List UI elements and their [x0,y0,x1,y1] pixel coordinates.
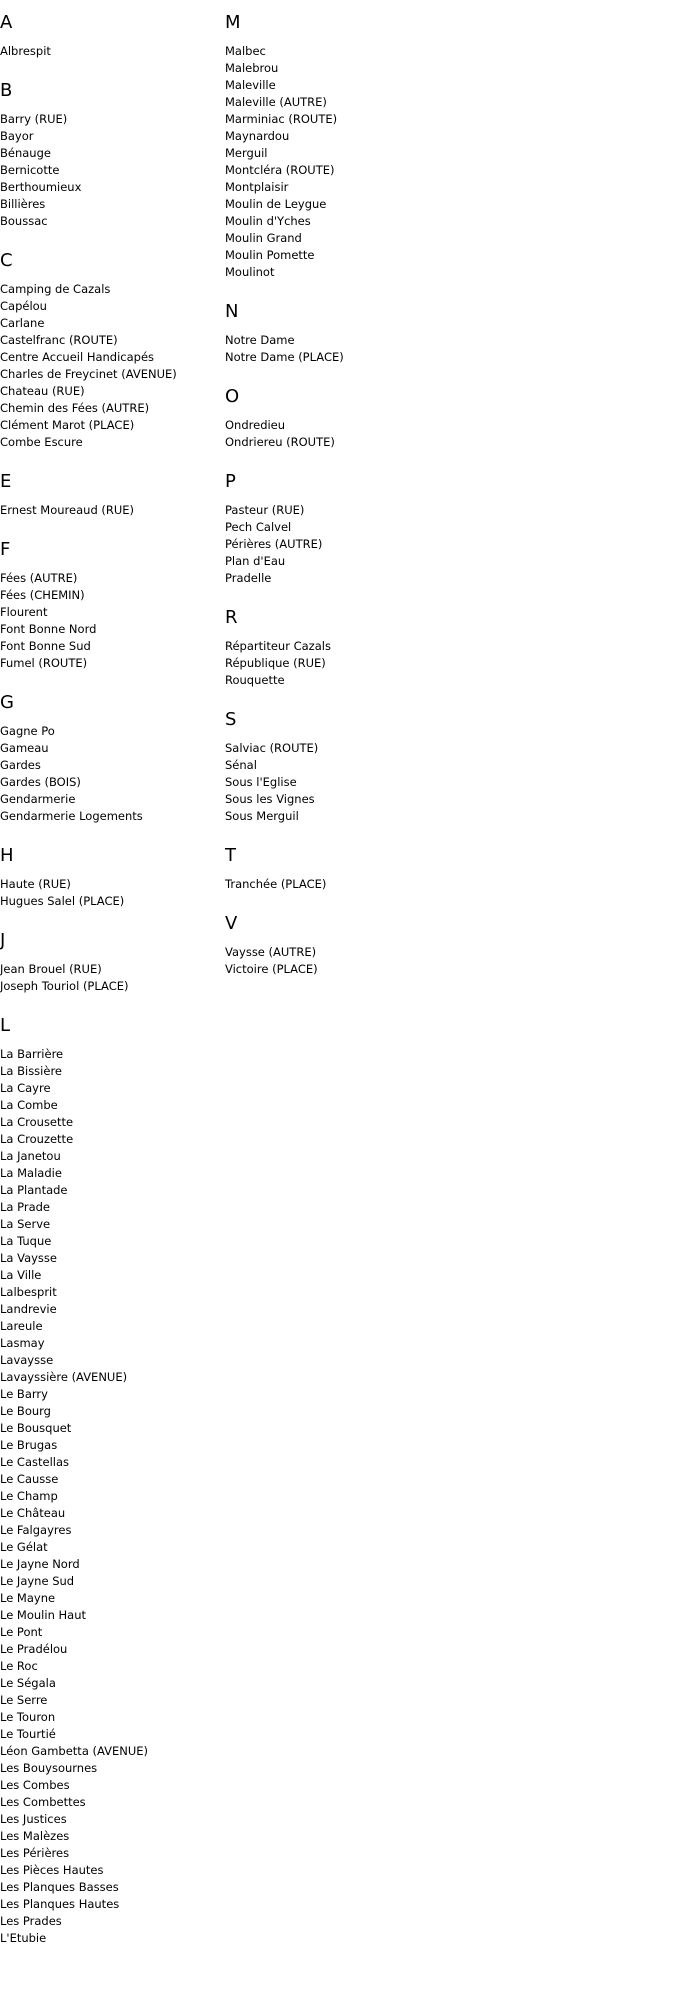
street-link[interactable]: Landrevie [0,1302,57,1316]
street-list-item [0,128,225,145]
street-list-item [0,570,225,587]
street-link[interactable]: La Crouzette [0,1132,74,1146]
street-index-right-column [225,0,475,986]
street-link[interactable]: Les Combes [0,1778,70,1792]
street-link[interactable]: La Janetou [0,1149,61,1163]
letter-heading: G [0,692,14,713]
street-link[interactable]: Le Château [0,1506,66,1520]
street-list-item [225,774,475,791]
street-link[interactable]: Rouquette [225,673,285,687]
street-link[interactable]: République (RUE) [225,656,326,670]
street-list-item [0,1811,225,1828]
street-list-item [0,1794,225,1811]
street-list-item [0,1182,225,1199]
street-link[interactable]: Plan d'Eau [225,554,286,568]
street-link[interactable]: Le Barry [0,1387,48,1401]
letter-heading: T [225,845,236,866]
street-link[interactable]: Moulinot [225,265,275,279]
street-link[interactable]: Charles de Freycinet (AVENUE) [0,367,177,381]
street-list-item [225,553,475,570]
street-list-item [225,332,475,349]
street-list-item [0,1199,225,1216]
street-link[interactable]: Gameau [0,741,49,755]
street-link[interactable]: Le Tourtié [0,1727,56,1741]
letter-section-m [225,0,475,289]
street-list-item [0,587,225,604]
letter-heading: C [0,250,13,271]
street-link[interactable]: Sous les Vignes [225,792,315,806]
street-list-item [0,1488,225,1505]
street-list-item [0,1913,225,1930]
street-list-item [0,1726,225,1743]
street-link[interactable]: Berthoumieux [0,180,82,194]
street-list-item [0,1471,225,1488]
street-link[interactable]: Centre Accueil Handicapés [0,350,155,364]
street-list-item [225,961,475,978]
letter-section-h [0,833,225,918]
street-list [225,935,475,986]
street-link[interactable]: Carlane [0,316,45,330]
street-link[interactable]: Maleville (AUTRE) [225,95,327,109]
street-list-item [0,1216,225,1233]
street-list-item [0,1165,225,1182]
letter-section-o [225,374,475,459]
street-list-item [0,1267,225,1284]
street-list [0,272,225,459]
street-list-item [0,655,225,672]
street-list-item [0,1097,225,1114]
street-link[interactable]: Haute (RUE) [0,877,71,891]
letter-heading: L [0,1015,11,1036]
street-list-item [0,179,225,196]
street-link[interactable]: Ondredieu [225,418,286,432]
street-list-item [0,1760,225,1777]
street-link[interactable]: Vaysse (AUTRE) [225,945,317,959]
street-link[interactable]: Pasteur (RUE) [225,503,305,517]
street-list-item [0,1641,225,1658]
street-list-item [0,502,225,519]
letter-section-j [0,918,225,1003]
street-link[interactable]: Fumel (ROUTE) [0,656,88,670]
letter-heading: F [0,539,11,560]
street-link[interactable]: Le Touron [0,1710,56,1724]
street-list-item [0,723,225,740]
letter-section-r [225,595,475,697]
street-link[interactable]: La Serve [0,1217,51,1231]
street-list-item [225,536,475,553]
street-link[interactable]: Le Moulin Haut [0,1608,87,1622]
street-list-item [0,1590,225,1607]
street-list-item [0,1845,225,1862]
street-list-item [0,1930,225,1947]
street-list-item [0,434,225,451]
street-list-item [0,1080,225,1097]
letter-heading: E [0,471,12,492]
street-list-item [225,417,475,434]
street-list-item [0,1369,225,1386]
street-list-item [0,1896,225,1913]
street-link[interactable]: Moulin de Leygue [225,197,327,211]
street-link[interactable]: Billières [0,197,46,211]
street-link[interactable]: Sous Merguil [225,809,299,823]
street-link[interactable]: Les Justices [0,1812,67,1826]
street-list-item [0,162,225,179]
street-list-item [225,638,475,655]
street-list-item [0,349,225,366]
street-list-item [225,77,475,94]
street-link[interactable]: Chemin des Fées (AUTRE) [0,401,150,415]
street-list-item [0,1862,225,1879]
street-list-item [0,621,225,638]
street-list [0,952,225,1003]
street-link[interactable]: Hugues Salel (PLACE) [0,894,125,908]
street-list-item [0,808,225,825]
street-list-item [0,332,225,349]
street-list-item [0,1148,225,1165]
street-link[interactable]: Malbec [225,44,266,58]
street-link[interactable]: Albrespit [0,44,51,58]
street-link[interactable]: Font Bonne Sud [0,639,91,653]
street-link[interactable]: La Prade [0,1200,50,1214]
street-list-item [225,247,475,264]
street-list-item [0,1777,225,1794]
street-link[interactable]: Victoire (PLACE) [225,962,318,976]
street-list-item [0,1743,225,1760]
letter-section-t [225,833,475,901]
street-list-item [0,1828,225,1845]
street-list-item [0,196,225,213]
street-list-item [0,1607,225,1624]
street-link[interactable]: Les Prades [0,1914,62,1928]
letter-heading: B [0,80,13,101]
street-list-item [225,60,475,77]
street-list-item [0,1318,225,1335]
street-list [225,867,475,901]
street-link[interactable]: Pech Calvel [225,520,292,534]
street-list-item [0,791,225,808]
street-link[interactable]: Joseph Touriol (PLACE) [0,979,129,993]
letter-heading: R [225,607,238,628]
street-list-item [0,213,225,230]
street-link[interactable]: Marminiac (ROUTE) [225,112,338,126]
street-list-item [225,740,475,757]
street-link[interactable]: Montcléra (ROUTE) [225,163,335,177]
street-link[interactable]: Répartiteur Cazals [225,639,331,653]
street-link[interactable]: Jean Brouel (RUE) [0,962,102,976]
street-link[interactable]: Moulin d'Yches [225,214,311,228]
street-list-item [0,1454,225,1471]
street-list-item [0,757,225,774]
street-link[interactable]: Castelfranc (ROUTE) [0,333,118,347]
street-list-item [225,570,475,587]
street-link[interactable]: Sénal [225,758,257,772]
street-list-item [225,876,475,893]
street-link[interactable]: Maynardou [225,129,290,143]
street-link[interactable]: La Vaysse [0,1251,57,1265]
street-link[interactable]: Boussac [0,214,48,228]
street-list [225,323,475,374]
street-link[interactable]: Le Champ [0,1489,58,1503]
street-list-item [0,298,225,315]
street-list-item [225,791,475,808]
street-list [0,561,225,680]
street-list [225,34,475,289]
street-link[interactable]: Le Mayne [0,1591,56,1605]
street-list-item [225,655,475,672]
street-link[interactable]: Moulin Pomette [225,248,315,262]
street-link[interactable]: Moulin Grand [225,231,302,245]
street-list-item [0,893,225,910]
street-list-item [225,196,475,213]
street-list-item [0,366,225,383]
street-link[interactable]: Ernest Moureaud (RUE) [0,503,135,517]
street-link[interactable]: Sous l'Eglise [225,775,297,789]
street-list-item [0,43,225,60]
street-link[interactable]: Périères (AUTRE) [225,537,323,551]
street-list [0,34,225,68]
street-link[interactable]: Les Bouysournes [0,1761,98,1775]
street-list [225,629,475,697]
letter-heading: A [0,12,13,33]
street-list-item [0,400,225,417]
street-link[interactable]: Flourent [0,605,48,619]
street-link[interactable]: Notre Dame [225,333,295,347]
street-list-item [0,1420,225,1437]
letter-section-a [0,0,225,68]
street-list-item [225,230,475,247]
street-list [0,1037,225,1955]
letter-section-f [0,527,225,680]
street-list-item [0,1539,225,1556]
street-link[interactable]: Camping de Cazals [0,282,111,296]
street-link[interactable]: Tranchée (PLACE) [225,877,327,891]
street-link[interactable]: Fées (AUTRE) [0,571,78,585]
letter-heading: H [0,845,14,866]
street-list-item [0,1335,225,1352]
street-link[interactable]: Le Serre [0,1693,48,1707]
street-link[interactable]: Le Pont [0,1625,43,1639]
letter-section-s [225,697,475,833]
street-link[interactable]: Le Gélat [0,1540,48,1554]
street-list-item [0,1437,225,1454]
street-list-item [0,281,225,298]
letter-heading: J [0,930,6,951]
street-list [0,867,225,918]
street-list-item [225,94,475,111]
street-link[interactable]: Le Jayne Sud [0,1574,75,1588]
street-list-item [225,43,475,60]
street-list-item [0,1301,225,1318]
letter-heading: V [225,913,238,934]
street-list-item [225,213,475,230]
letter-heading: O [225,386,240,407]
street-link[interactable]: La Bissière [0,1064,62,1078]
letter-heading: P [225,471,236,492]
street-list-item [0,1709,225,1726]
street-list-item [0,315,225,332]
street-list-item [225,672,475,689]
letter-heading: N [225,301,239,322]
street-list-item [0,1556,225,1573]
street-link[interactable]: Fées (CHEMIN) [0,588,85,602]
letter-section-c [0,238,225,459]
street-list-item [0,1692,225,1709]
street-link[interactable]: Le Brugas [0,1438,58,1452]
street-list [225,408,475,459]
street-list-item [0,1352,225,1369]
street-list-item [225,128,475,145]
street-list-item [225,434,475,451]
street-link[interactable]: Pradelle [225,571,272,585]
street-link[interactable]: Notre Dame (PLACE) [225,350,344,364]
street-list-item [0,1522,225,1539]
street-list-item [0,638,225,655]
street-list-item [0,1233,225,1250]
street-link[interactable]: Le Pradélou [0,1642,68,1656]
street-link[interactable]: Font Bonne Nord [0,622,97,636]
street-link[interactable]: La Tuque [0,1234,52,1248]
street-list-item [0,111,225,128]
street-list-item [0,1063,225,1080]
street-link[interactable]: Les Pièces Hautes [0,1863,104,1877]
letter-section-b [0,68,225,238]
street-list [0,714,225,833]
street-list-item [225,264,475,281]
street-link[interactable]: Les Combettes [0,1795,86,1809]
street-link[interactable]: Lavayssière (AVENUE) [0,1370,128,1384]
street-list-item [0,1879,225,1896]
street-link[interactable]: La Plantade [0,1183,68,1197]
street-link[interactable]: Le Falgayres [0,1523,72,1537]
street-link[interactable]: Gendarmerie [0,792,76,806]
street-list-item [0,1284,225,1301]
street-list-item [0,1131,225,1148]
street-list-item [0,876,225,893]
street-link[interactable]: Le Bousquet [0,1421,72,1435]
street-link[interactable]: Bayor [0,129,34,143]
street-list-item [225,757,475,774]
street-list-item [0,417,225,434]
street-link[interactable]: Le Ségala [0,1676,56,1690]
letter-section-g [0,680,225,833]
street-list [225,493,475,595]
street-link[interactable]: Salviac (ROUTE) [225,741,319,755]
street-link[interactable]: Le Bourg [0,1404,51,1418]
street-list-item [0,1573,225,1590]
street-list-item [225,145,475,162]
street-link[interactable]: Capélou [0,299,47,313]
street-link[interactable]: Les Planques Hautes [0,1897,120,1911]
street-list-item [225,808,475,825]
street-link[interactable]: Bénauge [0,146,51,160]
street-link[interactable]: La Combe [0,1098,58,1112]
letter-heading: M [225,12,241,33]
street-list-item [0,774,225,791]
street-list-item [0,1386,225,1403]
street-index-left-column [0,0,225,1955]
street-list-item [0,145,225,162]
street-link[interactable]: Lareule [0,1319,43,1333]
street-link[interactable]: La Cayre [0,1081,51,1095]
street-list-item [0,1624,225,1641]
street-list-item [225,502,475,519]
letter-section-v [225,901,475,986]
street-link[interactable]: La Crousette [0,1115,74,1129]
street-list-item [225,519,475,536]
street-list-item [225,349,475,366]
street-link[interactable]: Les Planques Basses [0,1880,119,1894]
street-link[interactable]: Chateau (RUE) [0,384,85,398]
street-list-item [0,1403,225,1420]
street-list-item [225,944,475,961]
letter-section-l [0,1003,225,1955]
street-link[interactable]: Le Causse [0,1472,59,1486]
street-link[interactable]: Barry (RUE) [0,112,68,126]
street-link[interactable]: Lalbesprit [0,1285,57,1299]
letter-section-p [225,459,475,595]
street-link[interactable]: Léon Gambetta (AVENUE) [0,1744,149,1758]
street-link[interactable]: Les Malèzes [0,1829,70,1843]
street-link[interactable]: Merguil [225,146,268,160]
street-link[interactable]: Lavaysse [0,1353,54,1367]
street-link[interactable]: L'Etubie [0,1931,47,1945]
street-list-item [0,383,225,400]
street-link[interactable]: Le Jayne Nord [0,1557,80,1571]
street-list-item [0,1505,225,1522]
street-link[interactable]: Les Périères [0,1846,70,1860]
street-link[interactable]: Lasmay [0,1336,45,1350]
street-link[interactable]: Montplaisir [225,180,289,194]
street-link[interactable]: Gardes (BOIS) [0,775,81,789]
street-link[interactable]: Gendarmerie Logements [0,809,143,823]
street-list-item [0,978,225,995]
street-link[interactable]: Gardes [0,758,41,772]
street-link[interactable]: Clément Marot (PLACE) [0,418,135,432]
street-link[interactable]: Combe Escure [0,435,83,449]
street-list-item [0,1675,225,1692]
street-link[interactable]: Le Castellas [0,1455,70,1469]
street-list-item [225,179,475,196]
letter-section-e [0,459,225,527]
street-link[interactable]: Ondriereu (ROUTE) [225,435,335,449]
street-list-item [225,162,475,179]
street-link[interactable]: Le Roc [0,1659,38,1673]
street-link[interactable]: Maleville [225,78,276,92]
street-link[interactable]: La Barrière [0,1047,64,1061]
street-link[interactable]: Bernicotte [0,163,60,177]
street-link[interactable]: La Maladie [0,1166,62,1180]
street-list-item [0,961,225,978]
street-list-item [0,1250,225,1267]
street-list-item [0,1114,225,1131]
street-link[interactable]: Gagne Po [0,724,55,738]
letter-heading: S [225,709,237,730]
street-list-item [0,1046,225,1063]
letter-section-n [225,289,475,374]
street-list [0,493,225,527]
street-list [0,102,225,238]
street-list-item [0,1658,225,1675]
street-link[interactable]: Malebrou [225,61,279,75]
street-list-item [225,111,475,128]
street-list [225,731,475,833]
street-list-item [0,604,225,621]
street-link[interactable]: La Ville [0,1268,42,1282]
street-list-item [0,740,225,757]
